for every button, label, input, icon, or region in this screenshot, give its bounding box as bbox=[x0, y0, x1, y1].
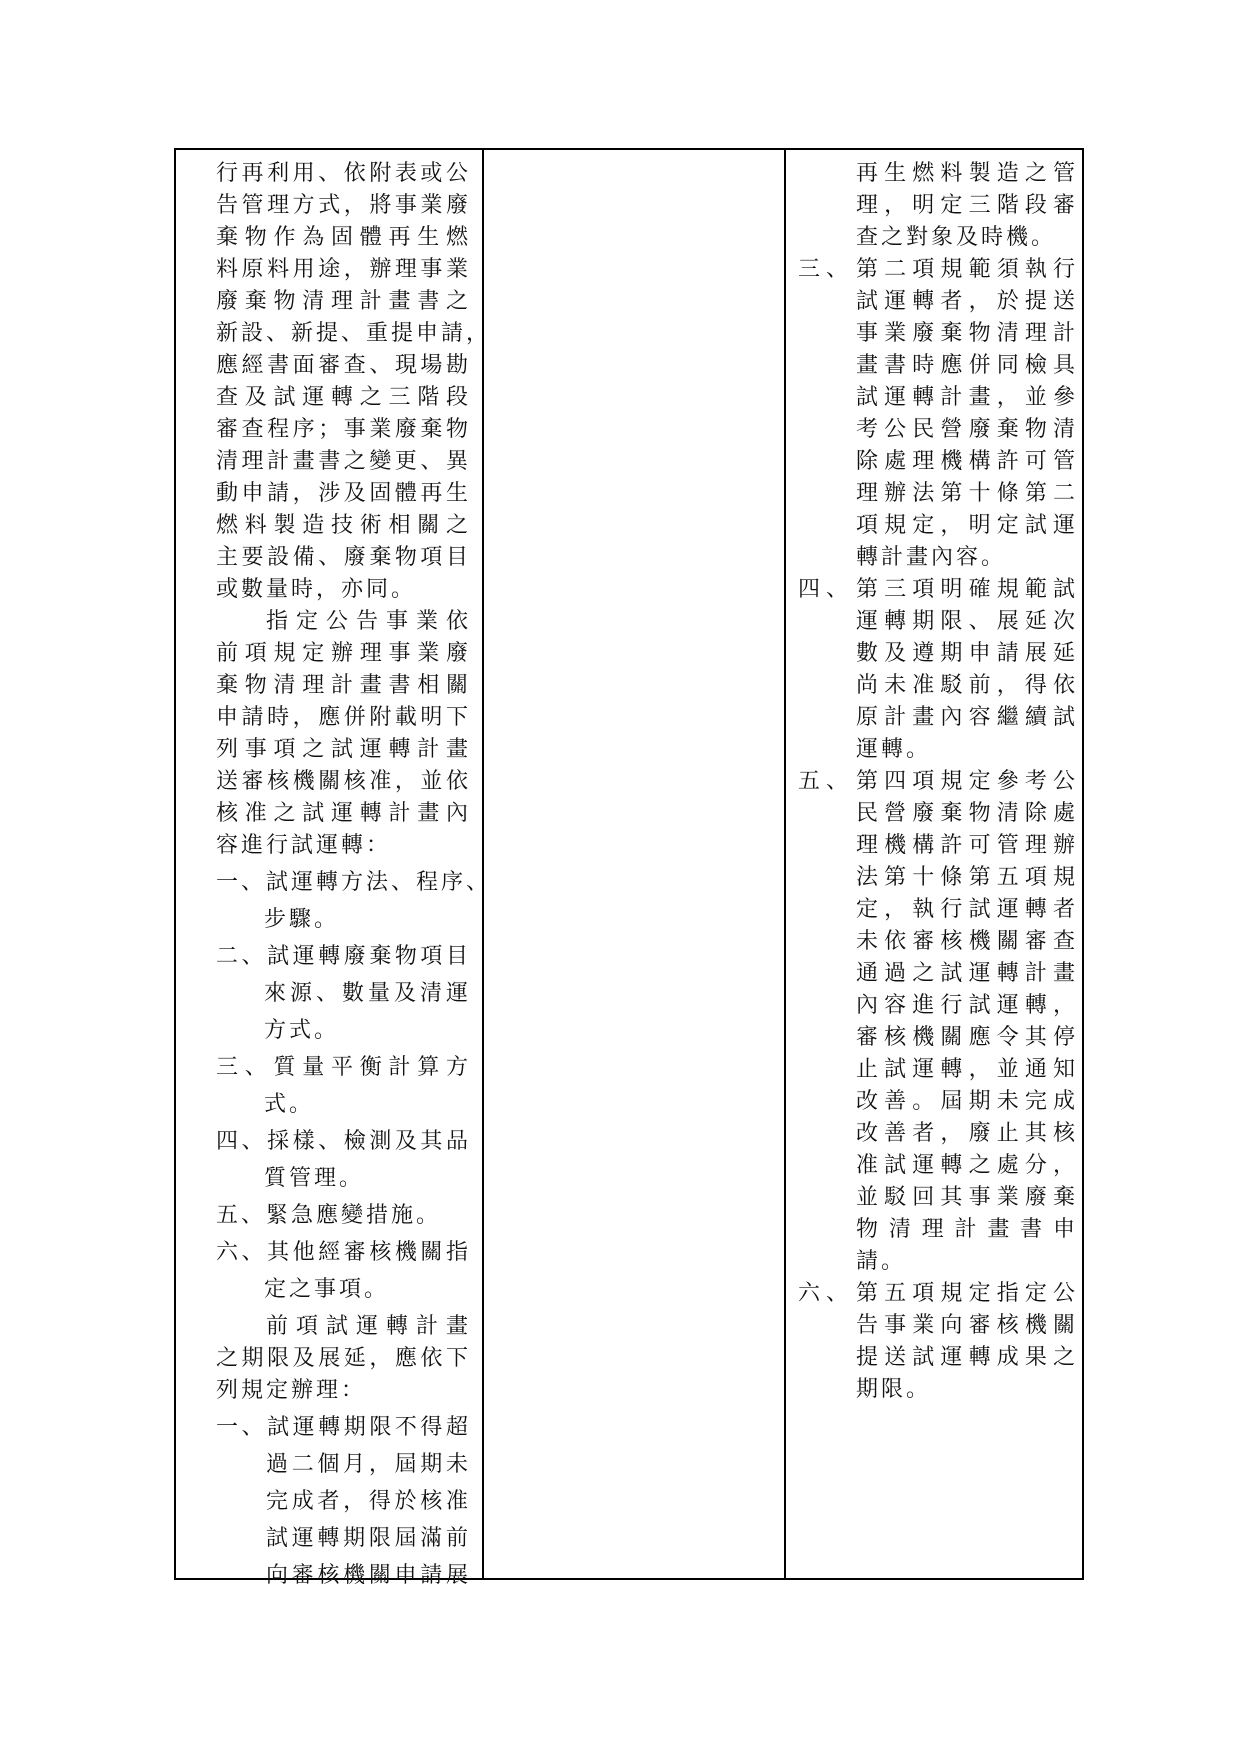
continuation-block bbox=[798, 158, 1080, 254]
text-line: 尚未准駁前，得依 bbox=[856, 673, 1078, 698]
text-line: 棄物作為固體再生燃 bbox=[216, 225, 471, 250]
item-marker: 五、 bbox=[798, 769, 855, 794]
text-line: 新設、新提、重提申請， bbox=[216, 321, 492, 346]
column-divider-2 bbox=[784, 150, 786, 1578]
text-line: 數及遵期申請展延 bbox=[856, 641, 1078, 666]
list-item-cont: 質管理。 bbox=[264, 1166, 365, 1191]
right-item-3 bbox=[798, 254, 1080, 574]
text-line: 告管理方式，將事業廢 bbox=[216, 193, 471, 218]
text-line: 申請時，應併附載明下 bbox=[216, 705, 471, 730]
text-line: 料原料用途，辦理事業 bbox=[216, 257, 471, 282]
item-marker: 六、 bbox=[798, 1281, 855, 1306]
text-line: 請。 bbox=[856, 1249, 907, 1274]
text-line: 行再利用、依附表或公 bbox=[216, 161, 471, 186]
right-item-5 bbox=[798, 766, 1080, 1278]
text-line: 動申請，涉及固體再生 bbox=[216, 481, 471, 506]
text-line: 運轉期限、展延次 bbox=[856, 609, 1078, 634]
right-item-4 bbox=[798, 574, 1080, 766]
para-1 bbox=[216, 158, 492, 606]
list-item-cont: 步驟。 bbox=[264, 907, 340, 932]
text-line: 第三項明確規範試 bbox=[856, 577, 1078, 602]
text-line: 除處理機構許可管 bbox=[856, 449, 1078, 474]
text-line: 改善。屆期未完成 bbox=[856, 1089, 1078, 1114]
text-line: 或數量時，亦同。 bbox=[216, 577, 417, 602]
text-line: 試運轉者，於提送 bbox=[856, 289, 1078, 314]
list-item: 五、緊急應變措施。 bbox=[216, 1203, 442, 1228]
para-3 bbox=[216, 1311, 476, 1407]
item-marker: 三、 bbox=[798, 257, 855, 282]
column-divider-1 bbox=[482, 150, 484, 1578]
list-item-cont: 來源、數量及清運 bbox=[264, 981, 471, 1006]
text-line: 第四項規定參考公 bbox=[856, 769, 1078, 794]
text-line: 試運轉計畫，並參 bbox=[856, 385, 1078, 410]
text-line: 容進行試運轉： bbox=[216, 833, 392, 858]
text-line: 物清理計畫書申 bbox=[856, 1217, 1078, 1242]
text-line: 定，執行試運轉者 bbox=[856, 897, 1078, 922]
text-line: 再生燃料製造之管 bbox=[856, 161, 1078, 186]
para-2 bbox=[216, 606, 476, 862]
text-line: 主要設備、廢棄物項目 bbox=[216, 545, 471, 570]
list-item-cont: 方式。 bbox=[264, 1018, 340, 1043]
list-item: 六、其他經審核機關指 bbox=[216, 1240, 471, 1265]
left-column bbox=[216, 158, 492, 1592]
text-line: 畫書時應併同檢具 bbox=[856, 353, 1078, 378]
text-line: 燃料製造技術相關之 bbox=[216, 513, 471, 538]
text-line: 查及試運轉之三階段 bbox=[216, 385, 471, 410]
comparison-table bbox=[174, 148, 1084, 1588]
text-line: 內容進行試運轉， bbox=[856, 993, 1078, 1018]
text-line: 廢棄物清理計畫書之 bbox=[216, 289, 471, 314]
list-item-cont: 式。 bbox=[264, 1092, 315, 1117]
text-line: 理機構許可管理辦 bbox=[856, 833, 1078, 858]
text-line: 列事項之試運轉計畫 bbox=[216, 737, 471, 762]
list-item: 一、試運轉期限不得超 bbox=[216, 1415, 471, 1440]
text-line: 第二項規範須執行 bbox=[856, 257, 1078, 282]
text-line: 改善者，廢止其核 bbox=[856, 1121, 1078, 1146]
list-item: 三、質量平衡計算方 bbox=[216, 1055, 471, 1080]
text-line: 前項規定辦理事業廢 bbox=[216, 641, 471, 666]
text-line: 查之對象及時機。 bbox=[856, 225, 1057, 250]
text-line: 原計畫內容繼續試 bbox=[856, 705, 1078, 730]
item-marker: 四、 bbox=[798, 577, 855, 602]
text-line: 棄物清理計畫書相關 bbox=[216, 673, 471, 698]
text-line: 第五項規定指定公 bbox=[856, 1281, 1078, 1306]
text-line: 事業廢棄物清理計 bbox=[856, 321, 1078, 346]
list-item: 二、試運轉廢棄物項目 bbox=[216, 944, 471, 969]
text-line: 之期限及展延，應依下 bbox=[216, 1346, 471, 1371]
text-line: 列規定辦理： bbox=[216, 1378, 367, 1403]
list-item-cont: 過二個月，屆期未 bbox=[266, 1452, 471, 1477]
text-line: 期限。 bbox=[856, 1377, 932, 1402]
list-item-cont: 試運轉期限屆滿前 bbox=[266, 1526, 471, 1551]
text-line: 法第十條第五項規 bbox=[856, 865, 1078, 890]
list-item: 四、採樣、檢測及其品 bbox=[216, 1129, 471, 1154]
text-line: 理辦法第十條第二 bbox=[856, 481, 1078, 506]
text-line: 審核機關應令其停 bbox=[856, 1025, 1078, 1050]
text-line: 應經書面審查、現場勘 bbox=[216, 353, 471, 378]
text-line: 民營廢棄物清除處 bbox=[856, 801, 1078, 826]
text-line: 提送試運轉成果之 bbox=[856, 1345, 1078, 1370]
text-line: 轉計畫內容。 bbox=[856, 545, 1007, 570]
text-line: 考公民營廢棄物清 bbox=[856, 417, 1078, 442]
list-item-cont: 向審核機關申請展 bbox=[266, 1563, 471, 1588]
text-line: 審查程序；事業廢棄物 bbox=[216, 417, 471, 442]
text-line: 未依審核機關審查 bbox=[856, 929, 1078, 954]
text-line: 理，明定三階段審 bbox=[856, 193, 1078, 218]
text-line: 並駁回其事業廢棄 bbox=[856, 1185, 1078, 1210]
text-line: 送審核機關核准，並依 bbox=[216, 769, 471, 794]
text-line: 准試運轉之處分， bbox=[856, 1153, 1078, 1178]
list-item: 一、試運轉方法、程序、 bbox=[216, 870, 492, 895]
list-item-cont: 完成者，得於核准 bbox=[266, 1489, 471, 1514]
text-line: 告事業向審核機關 bbox=[856, 1313, 1078, 1338]
right-item-6 bbox=[798, 1278, 1080, 1406]
text-line: 通過之試運轉計畫 bbox=[856, 961, 1078, 986]
right-column bbox=[798, 158, 1080, 1406]
list-item-cont: 定之事項。 bbox=[264, 1277, 390, 1302]
text-line: 前項試運轉計畫 bbox=[266, 1314, 471, 1339]
text-line: 指定公告事業依 bbox=[266, 609, 471, 634]
list-2 bbox=[216, 1412, 476, 1592]
list-1 bbox=[216, 867, 492, 1306]
text-line: 清理計畫書之變更、異 bbox=[216, 449, 471, 474]
text-line: 核准之試運轉計畫內 bbox=[216, 801, 471, 826]
text-line: 項規定，明定試運 bbox=[856, 513, 1078, 538]
text-line: 運轉。 bbox=[856, 737, 932, 762]
text-line: 止試運轉，並通知 bbox=[856, 1057, 1078, 1082]
